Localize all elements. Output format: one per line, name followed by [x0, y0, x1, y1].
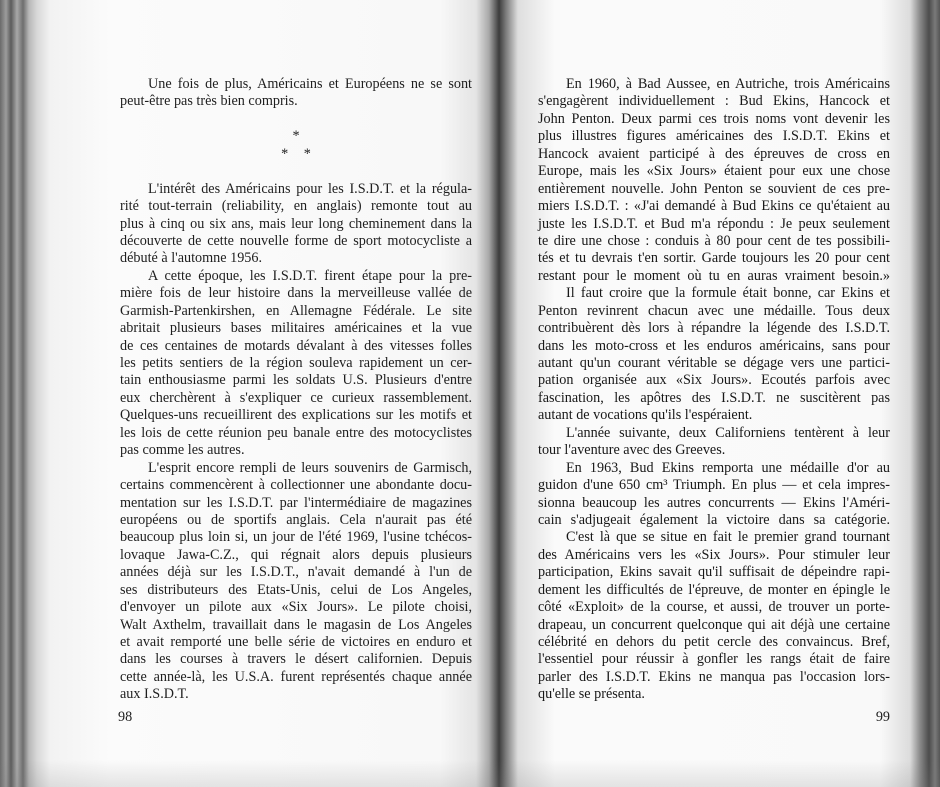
text-line: drapeau, un concurrent quelconque qui ait déjà une certaine: [538, 616, 890, 633]
text-line: et avait remporté une belle série de victoires en enduro et: [120, 634, 472, 650]
text-line: mière fois de leur histoire dans la merveilleuse vallée de: [120, 285, 472, 302]
text-line: contribuèrent dès lors à répandre la légende des I.S.D.T.: [538, 320, 890, 337]
right-page-text: [538, 76, 890, 704]
text-line: dans les moto-cross et les enduros américains, sans pour: [538, 337, 890, 354]
paragraph: [120, 181, 472, 268]
separator-asterisks: * *: [281, 145, 311, 162]
separator-asterisk: *: [292, 128, 300, 145]
text-line: autant qu'un courant véritable se dégage vers une partici-: [538, 355, 890, 371]
paragraph: [538, 460, 890, 530]
paragraph: [120, 460, 472, 704]
text-line: Une fois de plus, Américains et Européens ne se sont: [148, 76, 472, 92]
text-line: cain s'adjugeait également la victoire dans sa catégorie.: [538, 511, 890, 528]
text-line: Hancock avaient participé à des épreuves de cross en: [538, 145, 890, 162]
left-page-text: [120, 76, 472, 704]
text-line: Quelques-uns recueillirent des explications sur les motifs et: [120, 407, 472, 424]
text-line: Europe, mais les «Six Jours» étaient pour eux une chose: [538, 163, 890, 180]
text-line: juste les I.S.D.T. et Bud m'a répondu : Je peux seulement: [538, 215, 890, 232]
text-line: découverte de cette nouvelle forme de sport motocycliste a: [120, 232, 472, 249]
text-line: plus à cinq ou six ans, mais leur long cheminement dans la: [120, 215, 472, 232]
text-line: célébrité en dehors du petit cercle des convaincus. Bref,: [538, 634, 890, 650]
text-line: de ces centaines de motards dévalant à des vitesses folles: [120, 337, 472, 354]
text-line: les lois de cette réunion peu banale entre des motocyclistes: [120, 424, 472, 441]
text-line: les petits sentiers de la région souleva rapidement un cer-: [120, 355, 472, 371]
text-line: te dire une chose : conduis à 80 pour cent de tes possibili-: [538, 232, 890, 249]
text-line: dement les difficultés de l'épreuve, de monter en épingle le: [538, 581, 890, 598]
text-line: plus illustres figures américaines des I.S.D.T. Ekins et: [538, 128, 890, 145]
text-line: Il faut croire que la formule était bonne, car Ekins et: [566, 285, 890, 302]
text-line: lovaque Jawa-C.Z., qui régnait alors depuis plusieurs: [120, 546, 472, 563]
text-line: l'essentiel pour réussir à gonfler les rangs était de faire: [538, 651, 890, 668]
text-line: John Penton. Deux parmi ces trois noms vont devenir les: [538, 110, 890, 127]
text-line: débuté à l'automne 1956.: [120, 250, 263, 267]
paragraph: [120, 268, 472, 460]
text-line: sionna beaucoup les autres concurrents — Ekins l'Améri-: [538, 494, 890, 511]
text-line: A cette époque, les I.S.D.T. firent étape pour la pre-: [148, 267, 472, 284]
text-line: pation organisée aux «Six Jours». Ecoutés parfois avec: [538, 372, 890, 389]
paragraph: [538, 285, 890, 425]
text-line: parler des I.S.D.T. Ekins ne manqua pas l'occasion lors-: [538, 668, 890, 685]
paragraph: [538, 76, 890, 285]
text-line: ses distributeurs des Etats-Unis, celui de Los Angeles,: [120, 581, 472, 598]
text-line: pas comme les autres.: [120, 442, 245, 459]
text-line: Walt Axthelm, travaillait dans le magasin de Los Angeles: [120, 616, 472, 633]
text-line: Penton revinrent chacun avec une médaille. Tous deux: [538, 302, 890, 319]
text-line: L'année suivante, deux Californiens tentèrent à leur: [566, 424, 890, 441]
page-number-right: 99: [875, 709, 890, 725]
text-line: L'intérêt des Américains pour les I.S.D.T. et la régula-: [148, 180, 472, 197]
text-line: beaucoup plus loin si, un jour de l'été 1969, l'usine tchécos-: [120, 529, 472, 546]
text-line: autant de vocations qu'ils l'espéraient.: [538, 407, 753, 424]
text-line: tés et tu devrais t'en sortir. Garde toujours les 20 pour cent: [538, 250, 890, 267]
paragraph: [120, 76, 472, 111]
text-line: rité tout-terrain (reliability, en anglais) remonte tout au: [120, 198, 472, 215]
text-line: dans les courses à travers le désert californien. Depuis: [120, 651, 472, 668]
paragraph: [538, 425, 890, 460]
text-line: eux cherchèrent à s'expliquer ce curieux rassemblement.: [120, 389, 472, 406]
text-line: des Américains vers les «Six Jours». Pour stimuler leur: [538, 546, 890, 563]
text-line: d'envoyer un pilote aux «Six Jours». Le pilote choisi,: [120, 599, 472, 616]
text-line: certains commencèrent à collectionner une abondante docu-: [120, 477, 472, 494]
text-line: tain enthousiasme parmi les soldats U.S. Plusieurs d'entre: [120, 372, 472, 389]
text-line: mentation sur les I.S.D.T. par l'intermédiaire de magazines: [120, 494, 472, 511]
text-line: restant pour le moment où tu en auras vraiment besoin.»: [538, 267, 890, 284]
text-line: abritait plusieurs bases militaires américaines et la vue: [120, 320, 472, 337]
text-line: cette année-là, les U.S.A. furent représentés chaque année: [120, 668, 472, 685]
text-line: miers I.S.D.T. : «J'ai demandé à Bud Ekins ce qu'étaient au: [538, 198, 890, 215]
text-line: Garmish-Partenkirshen, en Allemagne Fédérale. Le site: [120, 302, 472, 319]
text-line: peut-être pas très bien compris.: [120, 93, 298, 110]
text-line: participation, Ekins savait qu'il suffisait de dépeindre rapi-: [538, 564, 890, 581]
paragraph: [538, 529, 890, 703]
section-break: [120, 111, 472, 181]
text-line: fascination, les apôtres des I.S.D.T. ne suscitèrent pas: [538, 389, 890, 406]
text-line: entièrement nouvelle. John Penton se souvient de ces pre-: [538, 180, 890, 197]
page-bottom-shadow: [0, 760, 940, 787]
text-line: européens ou de sportifs anglais. Cela n'aurait pas été: [120, 511, 472, 528]
text-line: s'engagèrent individuellement : Bud Ekins, Hancock et: [538, 93, 890, 110]
text-line: L'esprit encore rempli de leurs souvenirs de Garmisch,: [148, 459, 472, 476]
text-line: tour l'aventure avec des Greeves.: [538, 442, 726, 459]
page-number-left: 98: [118, 709, 133, 725]
text-line: C'est là que se situe en fait le premier grand tournant: [566, 529, 890, 546]
text-line: qu'elle se présenta.: [538, 686, 645, 703]
text-line: En 1963, Bud Ekins remporta une médaille d'or au: [566, 459, 890, 476]
text-line: années déjà sur les I.S.D.T., n'avait demandé à l'un de: [120, 564, 472, 581]
text-line: aux I.S.D.T.: [120, 686, 189, 703]
text-line: En 1960, à Bad Aussee, en Autriche, trois Américains: [566, 76, 890, 92]
text-line: guidon d'une 650 cm³ Triumph. En plus — et cela impres-: [538, 477, 890, 494]
text-line: côté «Exploit» de la course, et aussi, de trouver un porte-: [538, 599, 890, 616]
